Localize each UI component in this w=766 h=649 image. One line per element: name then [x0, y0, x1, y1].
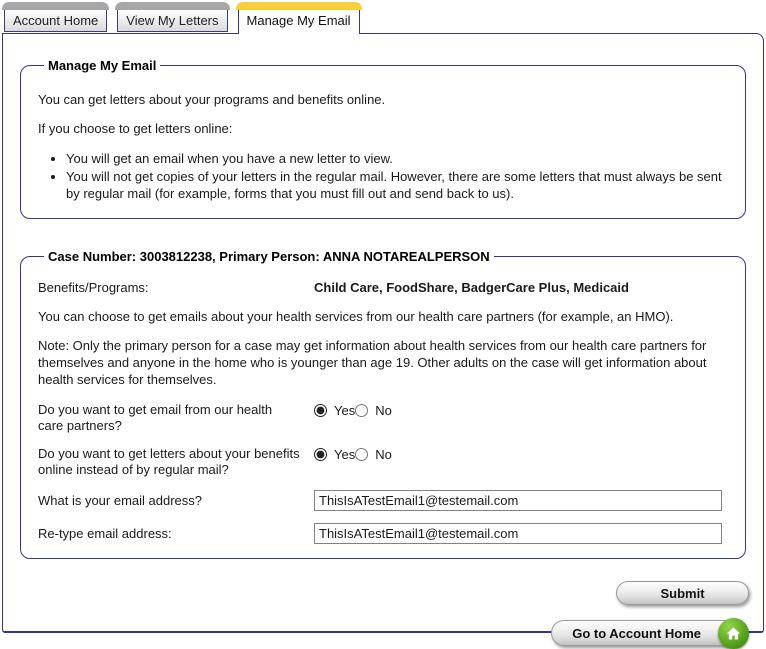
tab-account-home[interactable]: [2, 2, 109, 32]
intro-line-1: You can get letters about your programs and benefits online.: [38, 92, 386, 107]
question-1-yes-label: Yes: [334, 403, 356, 418]
home-icon: [718, 618, 749, 649]
action-buttons: [3, 581, 749, 646]
intro-bullet-2: • You will not get copies of your letters in the regular mail. However, there are some letters that must always be sent by regular mail (for example, forms that you must fill out and send back to us).: [66, 168, 730, 202]
case-paragraph: You can choose to get emails about your health services from our health care partners (for example, an HMO).: [38, 309, 674, 324]
submit-button[interactable]: Submit: [616, 581, 749, 605]
benefits-value: Child Care, FoodShare, BadgerCare Plus, Medicaid: [314, 280, 629, 295]
question-2-label: Do you want to get letters about your benefits online instead of by regular mail?: [38, 446, 300, 477]
question-row-1: [38, 402, 730, 434]
question-1-radio-group: [314, 402, 730, 418]
tab-manage-my-email[interactable]: [236, 2, 362, 34]
tab-bar: [0, 0, 766, 33]
manage-my-email-panel: [20, 58, 746, 219]
intro-bullet-list: [66, 150, 730, 202]
question-2-no-label: No: [375, 447, 392, 462]
benefits-row: [38, 280, 730, 296]
intro-bullet-1: • You will get an email when you have a new letter to view.: [66, 150, 730, 167]
email-input[interactable]: [314, 490, 722, 511]
content-panel: [2, 33, 764, 641]
intro-line-2: If you choose to get letters online:: [38, 121, 233, 136]
question-row-2: [38, 446, 730, 478]
question-1-label: Do you want to get email from our health care partners?: [38, 402, 273, 433]
retype-email-label: Re-type email address:: [38, 526, 172, 541]
retype-email-row: [38, 523, 730, 544]
go-to-account-home-button[interactable]: [551, 620, 746, 646]
question-2-no-radio[interactable]: [355, 448, 368, 461]
question-2-yes-label: Yes: [334, 447, 356, 462]
case-panel: [20, 249, 746, 559]
go-to-account-home-label: Go to Account Home: [572, 625, 701, 641]
tab-cap-active: [236, 2, 362, 10]
question-1-no-label: No: [375, 403, 392, 418]
question-1-no-radio[interactable]: [355, 404, 368, 417]
tab-view-my-letters-label: View My Letters: [117, 10, 227, 32]
retype-email-input[interactable]: [314, 523, 722, 544]
case-note: Note: Only the primary person for a case may get information about health services from our health care partners for themselves and anyone in the home who is younger than age 19. Other adults on the case will get information about health services for themselves.: [38, 338, 707, 387]
manage-my-email-legend: Manage My Email: [48, 58, 157, 73]
tab-cap: [115, 2, 229, 10]
question-2-yes-radio[interactable]: [314, 448, 327, 461]
case-panel-legend: Case Number: 3003812238, Primary Person: ANNA NOTAREALPERSON: [48, 249, 490, 264]
benefits-label: Benefits/Programs:: [38, 280, 149, 295]
email-row: [38, 490, 730, 511]
tab-view-my-letters[interactable]: [115, 2, 229, 32]
email-label: What is your email address?: [38, 493, 203, 508]
tab-account-home-label: Account Home: [4, 10, 107, 32]
tab-cap: [2, 2, 109, 10]
question-2-radio-group: [314, 446, 730, 462]
question-1-yes-radio[interactable]: [314, 404, 327, 417]
tab-manage-my-email-label: Manage My Email: [238, 10, 360, 34]
